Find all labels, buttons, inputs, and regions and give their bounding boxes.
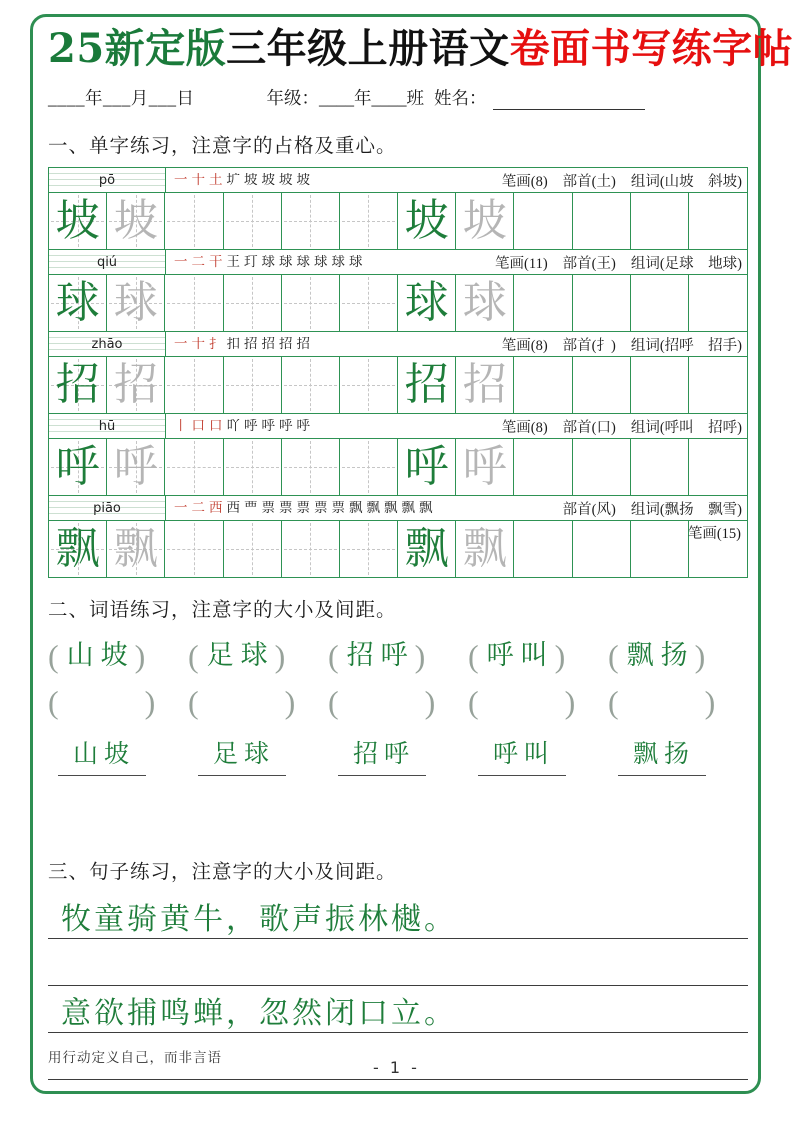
word-group [608, 640, 748, 672]
stroke-step: 票 [279, 501, 293, 515]
sentence-text: 牧童骑黄牛，歌声振林樾。 [61, 903, 457, 936]
practice-cell [340, 521, 398, 577]
practice-cell [165, 439, 223, 495]
word-line-col [328, 740, 468, 776]
stroke-order-sequence [166, 255, 495, 269]
word-on-line: 飘扬 [618, 740, 706, 776]
character-practice-grid [48, 167, 748, 578]
practice-cell [340, 439, 398, 495]
model-character-green: 球 [55, 278, 100, 327]
empty-word-group [188, 686, 328, 718]
word-label: 山坡 [66, 640, 135, 671]
empty-word-group [608, 686, 748, 718]
pinyin-label: pō [98, 172, 116, 188]
close-paren: ) [274, 638, 286, 674]
practice-cell [631, 193, 689, 249]
char-row-header [49, 414, 747, 439]
practice-cells-row [49, 521, 747, 577]
radical-label: 部首(风) [562, 501, 616, 518]
trace-character-gray: 招 [113, 360, 158, 409]
trace-character-gray: 球 [462, 278, 507, 327]
stroke-step: 球 [296, 255, 310, 269]
footer-motto: 用行动定义自己，而非言语 [48, 1050, 222, 1065]
stroke-step: 飘 [384, 501, 398, 515]
practice-cell [49, 357, 107, 413]
pinyin-label: zhāo [91, 336, 123, 352]
grade-blanks: 年级：____年____班 [266, 88, 424, 108]
stroke-step: 飘 [419, 501, 433, 515]
stroke-step: 十 [191, 337, 205, 351]
page-number: - 1 - [373, 1058, 420, 1077]
practice-cell [573, 193, 631, 249]
open-paren: ( [468, 684, 479, 720]
trace-character-gray: 飘 [462, 524, 507, 573]
stroke-order-sequence [166, 501, 563, 515]
stroke-count-label: 笔画(8) [501, 337, 548, 354]
stroke-step: 西 [226, 501, 240, 515]
stroke-step: 圹 [226, 173, 240, 187]
compound-words-label: 组词(呼叫 招呼) [630, 419, 742, 436]
stroke-step: 飘 [401, 501, 415, 515]
word-line-col [468, 740, 608, 776]
stroke-step: 呼 [296, 419, 310, 433]
practice-cell [631, 521, 689, 577]
practice-cell [456, 357, 514, 413]
practice-cell [456, 439, 514, 495]
sentence-line [48, 986, 748, 1033]
practice-cells-row [49, 193, 747, 249]
practice-cell [107, 275, 165, 331]
word-paren-row [48, 634, 748, 678]
model-character-green: 招 [404, 360, 449, 409]
stroke-step: 招 [279, 337, 293, 351]
practice-cell [689, 357, 747, 413]
stroke-step: 票 [314, 501, 328, 515]
pinyin-label: qiú [96, 254, 118, 270]
name-blank-line [493, 94, 645, 110]
close-paren: ) [564, 684, 576, 720]
stroke-step: 西 [209, 501, 223, 515]
model-character-green: 飘 [404, 524, 449, 573]
practice-cell [456, 521, 514, 577]
word-line-col [48, 740, 188, 776]
stroke-count-label: 笔画(8) [501, 419, 548, 436]
title-grade-subject: 三年级上册语文 [226, 25, 510, 72]
row-info [502, 416, 747, 437]
practice-cell [224, 439, 282, 495]
stroke-step: 招 [244, 337, 258, 351]
stroke-step: 一 [174, 173, 188, 187]
practice-cell [282, 521, 340, 577]
compound-words-label: 组词(招呼 招手) [630, 337, 742, 354]
pinyin-label: piāo [93, 500, 121, 516]
pinyin-box [49, 250, 166, 274]
practice-cell [689, 193, 747, 249]
model-character-green: 坡 [55, 196, 100, 245]
stroke-step: 球 [314, 255, 328, 269]
practice-cell [514, 521, 572, 577]
practice-cell [573, 357, 631, 413]
practice-cells-row [49, 275, 747, 331]
stroke-step: 坡 [261, 173, 275, 187]
radical-label: 部首(王) [562, 255, 616, 272]
date-name-line [48, 85, 748, 110]
trace-character-gray: 球 [113, 278, 158, 327]
stroke-step: 玎 [244, 255, 258, 269]
model-character-green: 飘 [55, 524, 100, 573]
char-row-header [49, 168, 747, 193]
stroke-step: 招 [261, 337, 275, 351]
stroke-step: 球 [279, 255, 293, 269]
stroke-count-label: 笔画(8) [501, 173, 548, 190]
empty-line-col [468, 816, 608, 834]
practice-cell [514, 357, 572, 413]
section-two-heading: 二、词语练习，注意字的大小及间距。 [48, 600, 397, 621]
practice-cell [398, 439, 456, 495]
close-paren: ) [424, 684, 436, 720]
empty-line-col [328, 816, 468, 834]
title-edition: 25新定版 [48, 25, 227, 72]
stroke-step: 二 [191, 501, 205, 515]
practice-cell [107, 193, 165, 249]
practice-cell [107, 521, 165, 577]
empty-line-col [608, 816, 748, 834]
empty-paren-row [48, 680, 748, 724]
open-paren: ( [608, 684, 619, 720]
word-label: 足球 [206, 640, 275, 671]
char-row-header [49, 332, 747, 357]
stroke-step: 一 [174, 255, 188, 269]
model-character-green: 呼 [404, 442, 449, 491]
word-on-line: 山坡 [58, 740, 146, 776]
practice-cell [224, 275, 282, 331]
section-three-heading: 三、句子练习，注意字的大小及间距。 [48, 862, 397, 883]
stroke-step: 土 [209, 173, 223, 187]
stroke-count-label: 笔画(15) [687, 526, 741, 542]
word-label: 飘扬 [626, 640, 695, 671]
sentence-text: 意欲捕鸣蝉，忽然闭口立。 [61, 997, 457, 1030]
practice-cell [456, 193, 514, 249]
practice-cells-row [49, 357, 747, 413]
stroke-step: 吖 [226, 419, 240, 433]
empty-line-col [48, 816, 188, 834]
trace-character-gray: 招 [462, 360, 507, 409]
practice-cell [573, 521, 631, 577]
char-row [49, 331, 747, 413]
stroke-step: 飘 [349, 501, 363, 515]
char-row [49, 495, 747, 577]
practice-cell [340, 193, 398, 249]
practice-cell [689, 275, 747, 331]
stroke-step: 二 [191, 255, 205, 269]
model-character-green: 招 [55, 360, 100, 409]
empty-word-group [468, 686, 608, 718]
stroke-order-sequence [166, 419, 502, 433]
stroke-step: 丨 [174, 419, 188, 433]
practice-cell [282, 193, 340, 249]
empty-line-col [188, 816, 328, 834]
close-paren: ) [704, 684, 716, 720]
practice-cell [224, 521, 282, 577]
practice-cell [165, 521, 223, 577]
row-info [495, 252, 747, 273]
sentence-line [48, 892, 748, 939]
practice-cell [398, 193, 456, 249]
stroke-step: 干 [209, 255, 223, 269]
open-paren: ( [188, 638, 199, 674]
open-paren: ( [48, 684, 59, 720]
practice-cell [282, 357, 340, 413]
stroke-step: 一 [174, 337, 188, 351]
page-title [48, 25, 793, 72]
stroke-step: 坡 [244, 173, 258, 187]
trace-character-gray: 坡 [462, 196, 507, 245]
stroke-order-sequence [166, 337, 502, 351]
practice-cell [282, 275, 340, 331]
stroke-step: 呼 [279, 419, 293, 433]
stroke-step: 坡 [296, 173, 310, 187]
practice-cell [165, 193, 223, 249]
compound-words-label: 组词(足球 地球) [630, 255, 742, 272]
char-row-header [49, 496, 747, 521]
stroke-step: 呼 [244, 419, 258, 433]
open-paren: ( [608, 638, 619, 674]
empty-word-group [48, 686, 188, 718]
char-row-header [49, 250, 747, 275]
open-paren: ( [48, 638, 59, 674]
word-on-line: 呼叫 [478, 740, 566, 776]
char-row [49, 249, 747, 331]
word-underline-row [48, 740, 748, 776]
section-one-heading: 一、单字练习，注意字的占格及重心。 [48, 136, 397, 157]
stroke-step: 口 [191, 419, 205, 433]
stroke-step: 王 [226, 255, 240, 269]
stroke-step: 扌 [209, 337, 223, 351]
practice-cell [49, 521, 107, 577]
stroke-step: 呼 [261, 419, 275, 433]
word-label: 呼叫 [486, 640, 555, 671]
practice-cell [107, 439, 165, 495]
name-label: 姓名： [434, 88, 487, 108]
close-paren: ) [144, 684, 156, 720]
practice-cell [689, 439, 747, 495]
stroke-count-label: 笔画(11) [495, 255, 548, 272]
char-row [49, 168, 747, 249]
stroke-step: 球 [349, 255, 363, 269]
radical-label: 部首(口) [562, 419, 616, 436]
model-character-green: 呼 [55, 442, 100, 491]
blank-sentence-line [48, 939, 748, 986]
pinyin-box [49, 168, 166, 192]
stroke-step: 球 [261, 255, 275, 269]
stroke-step: 覀 [244, 501, 258, 515]
practice-cell [514, 439, 572, 495]
practice-cell [398, 275, 456, 331]
stroke-step: 一 [174, 501, 188, 515]
practice-cell [165, 275, 223, 331]
open-paren: ( [188, 684, 199, 720]
practice-cell [282, 439, 340, 495]
practice-cell [165, 357, 223, 413]
practice-cells-row [49, 439, 747, 495]
practice-cell [631, 357, 689, 413]
pinyin-box [49, 496, 166, 520]
date-blanks: ____年___月___日 [48, 88, 195, 108]
close-paren: ) [134, 638, 146, 674]
close-paren: ) [284, 684, 296, 720]
word-group [468, 640, 608, 672]
practice-cell [107, 357, 165, 413]
close-paren: ) [694, 638, 706, 674]
practice-cell [224, 193, 282, 249]
stroke-step: 十 [191, 173, 205, 187]
practice-cell [49, 193, 107, 249]
stroke-order-sequence [166, 173, 502, 187]
practice-cell [456, 275, 514, 331]
compound-words-label: 组词(山坡 斜坡) [630, 173, 742, 190]
trace-character-gray: 飘 [113, 524, 158, 573]
stroke-step: 票 [261, 501, 275, 515]
open-paren: ( [328, 638, 339, 674]
practice-cell [514, 275, 572, 331]
trace-character-gray: 坡 [113, 196, 158, 245]
pinyin-label: hū [98, 418, 116, 434]
worksheet-content [48, 25, 793, 1080]
stroke-step: 口 [209, 419, 223, 433]
pinyin-box [49, 414, 166, 438]
practice-cell [398, 521, 456, 577]
trace-character-gray: 呼 [462, 442, 507, 491]
word-label: 招呼 [346, 640, 415, 671]
model-character-green: 坡 [404, 196, 449, 245]
close-paren: ) [414, 638, 426, 674]
empty-word-group [328, 686, 468, 718]
stroke-step: 票 [331, 501, 345, 515]
open-paren: ( [468, 638, 479, 674]
practice-cell [573, 439, 631, 495]
model-character-green: 球 [404, 278, 449, 327]
radical-label: 部首(土) [562, 173, 616, 190]
stroke-step: 扣 [226, 337, 240, 351]
row-info [502, 170, 747, 191]
radical-label: 部首(扌) [562, 337, 616, 354]
word-group [188, 640, 328, 672]
open-paren: ( [328, 684, 339, 720]
close-paren: ) [554, 638, 566, 674]
stroke-step: 球 [331, 255, 345, 269]
stroke-step: 坡 [279, 173, 293, 187]
stroke-step: 招 [296, 337, 310, 351]
practice-cell [49, 439, 107, 495]
practice-cell [398, 357, 456, 413]
stroke-step: 票 [296, 501, 310, 515]
practice-cell [224, 357, 282, 413]
stroke-step: 飘 [366, 501, 380, 515]
practice-cell [631, 439, 689, 495]
word-group [328, 640, 468, 672]
word-line-col [608, 740, 748, 776]
practice-cell [514, 193, 572, 249]
word-group [48, 640, 188, 672]
practice-cell [573, 275, 631, 331]
word-on-line: 招呼 [338, 740, 426, 776]
row-info [563, 498, 747, 519]
practice-cell [49, 275, 107, 331]
empty-underline-row [48, 816, 748, 834]
title-copybook: 卷面书写练字帖 [509, 25, 793, 72]
word-line-col [188, 740, 328, 776]
practice-cell [340, 275, 398, 331]
practice-cell [631, 275, 689, 331]
word-on-line: 足球 [198, 740, 286, 776]
row-info [502, 334, 747, 355]
practice-cell [340, 357, 398, 413]
compound-words-label: 组词(飘扬 飘雪) [630, 501, 742, 518]
pinyin-box [49, 332, 166, 356]
trace-character-gray: 呼 [113, 442, 158, 491]
char-row [49, 413, 747, 495]
